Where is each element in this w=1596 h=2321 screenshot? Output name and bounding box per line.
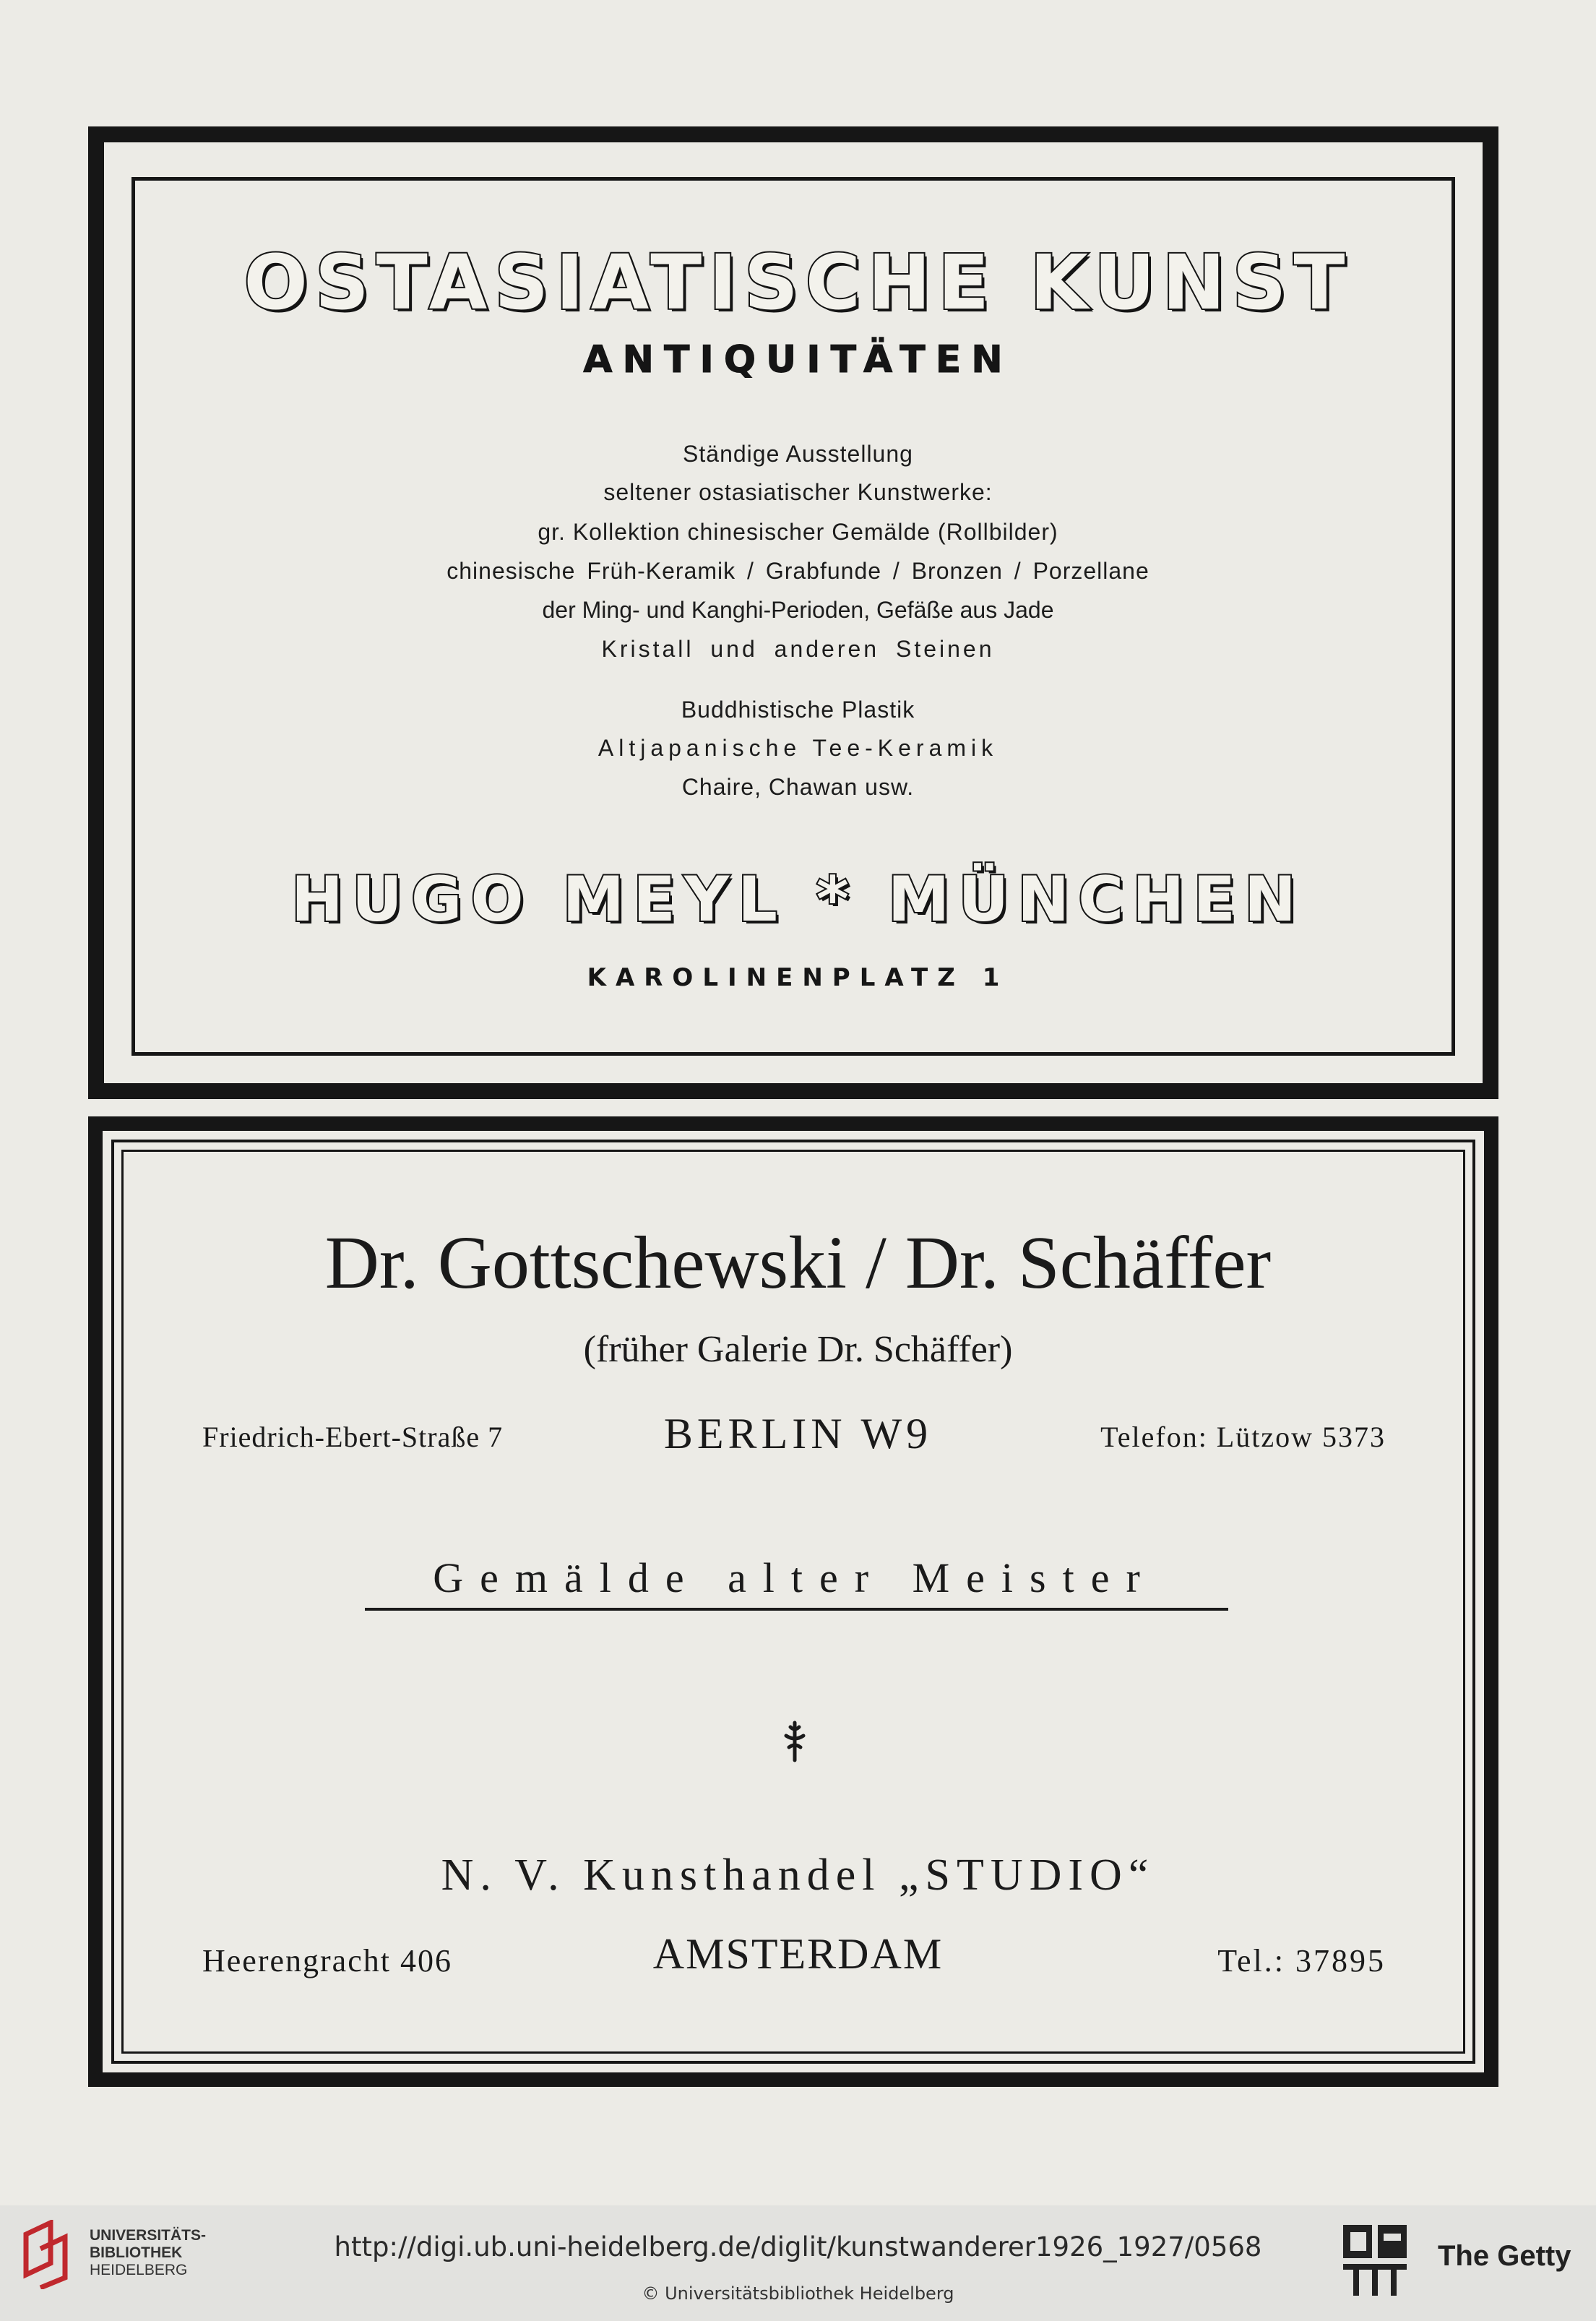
ad1-line: Ständige Ausstellung — [683, 441, 913, 467]
ad2-phone-amsterdam: Tel.: 37895 — [1217, 1943, 1386, 1978]
ornament-icon — [780, 1720, 809, 1763]
ad1-line: chinesische Früh-Keramik / Grabfunde / Bronzen / Porzellane — [447, 558, 1149, 584]
library-name-line: UNIVERSITÄTS- — [90, 2227, 207, 2244]
ad2-former-name: (früher Galerie Dr. Schäffer) — [583, 1329, 1013, 1370]
ad2-title: Dr. Gottschewski / Dr. Schäffer — [324, 1221, 1272, 1304]
ad2-specialty-underline — [365, 1608, 1228, 1611]
ad1-line: Chaire, Chawan usw. — [681, 774, 915, 800]
getty-logo-icon — [1340, 2222, 1410, 2301]
ad2-city: BERLIN W9 — [663, 1410, 933, 1457]
ad1-dealer-name: HUGO MEYL * MÜNCHEN — [291, 864, 1305, 936]
library-name-line: BIBLIOTHEK — [90, 2244, 183, 2261]
ad1-line: seltener ostasiatischer Kunstwerke: — [603, 479, 993, 505]
ad1-line: Altjapanische Tee-Keramik — [598, 735, 998, 761]
ad1-title: OSTASIATISCHE KUNST — [243, 238, 1353, 327]
ad2-dealer: N. V. Kunsthandel „STUDIO“ — [441, 1851, 1155, 1900]
ad2-street: Friedrich-Ebert-Straße 7 — [202, 1421, 504, 1453]
ad1-line: Buddhistische Plastik — [681, 697, 915, 723]
ad1-address: KAROLINENPLATZ 1 — [587, 963, 1009, 992]
ad2-street-amsterdam: Heerengracht 406 — [202, 1943, 452, 1978]
ad2-city-amsterdam: AMSTERDAM — [652, 1930, 944, 1978]
ad2-specialty: Gemälde alter Meister — [433, 1554, 1157, 1601]
library-name-line: HEIDELBERG — [90, 2262, 188, 2278]
ad1-line: Kristall und anderen Steinen — [601, 636, 995, 662]
getty-name: The Getty — [1438, 2240, 1571, 2272]
ad1-subtitle: ANTIQUITÄTEN — [583, 338, 1013, 382]
ad2-phone: Telefon: Lützow 5373 — [1100, 1421, 1386, 1453]
ad1-line: der Ming- und Kanghi-Perioden, Gefäße aus Jade — [542, 597, 1054, 623]
ad1-line: gr. Kollektion chinesischer Gemälde (Rollbilder) — [538, 519, 1058, 545]
permalink-url[interactable]: http://digi.ub.uni-heidelberg.de/diglit/kunstwanderer1926_1927/0568 — [334, 2231, 1262, 2262]
copyright-notice: © Universitätsbibliothek Heidelberg — [642, 2283, 954, 2304]
